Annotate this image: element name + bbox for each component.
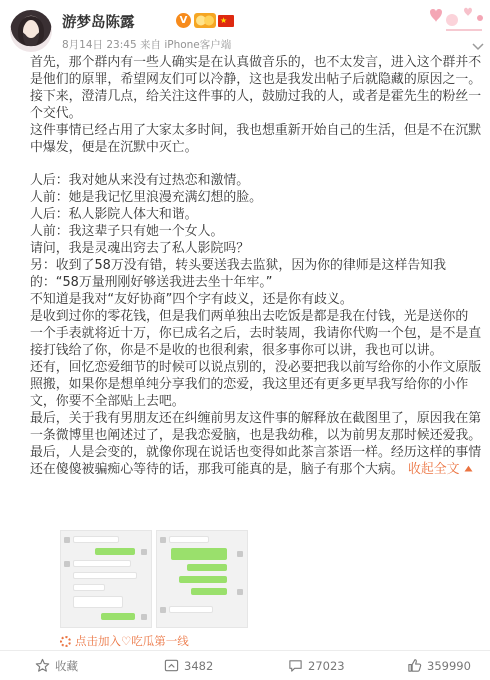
repost-icon — [164, 658, 179, 673]
text-line: 最后，人是会变的，就像你现在说话也变得如此茶言茶语一样。经历这样的事情 — [30, 445, 482, 460]
text-line: 中爆发，便是在沉默中灭亡。 — [30, 140, 198, 155]
chat-avatar — [160, 607, 166, 613]
thumbs-up-icon — [407, 658, 422, 673]
text-line: 还有，回忆恋爱细节的时候可以说点别的，没必要把我以前写给你的小作文原版 — [30, 360, 482, 375]
chat-bubble — [169, 536, 209, 543]
text-line: 接打钱给了你，你是不是收的也很利索，很多事你可以讲，我也可以讲。 — [30, 343, 443, 358]
chat-avatar — [237, 551, 243, 557]
star-icon — [35, 658, 50, 673]
text-line: 是他们的原罪，希望网友们可以冷静，这也是我发出帖子后就隐藏的原因之一。 — [30, 72, 482, 87]
post-header — [0, 0, 490, 58]
chat-bubble — [73, 536, 119, 543]
image-grid — [60, 530, 260, 630]
chat-bubble — [171, 548, 227, 560]
text-line-last — [30, 461, 482, 478]
chat-screenshot-thumbnail[interactable] — [60, 530, 152, 628]
avatar[interactable] — [10, 10, 52, 52]
super-topic-label: 点击加入♡吃瓜第一线 — [75, 634, 189, 648]
text-line: 请问，我是灵魂出窍去了私人影院吗？ — [30, 241, 250, 256]
favorite-label: 收藏 — [55, 659, 78, 673]
chat-bubble — [191, 588, 227, 595]
text-line: 照搬，如果你是想单纯分享我们的恋爱，我这里还有更多更早我写给你的小作 — [30, 377, 469, 392]
avatar-face — [24, 20, 38, 38]
chat-avatar — [64, 537, 70, 543]
like-button[interactable] — [407, 658, 471, 674]
china-flag-icon: ★ — [218, 15, 234, 27]
text-line: 个交代。 — [30, 106, 82, 121]
text-line: 一条微博里也阐述过了，是我恋爱脑，也是我幼稚，以为前男友那时候还爱我。 — [30, 428, 482, 443]
comment-count: 27023 — [308, 659, 345, 673]
text-line: 一个手表就将近十万，你已成名之后，去时装周，我请你代购一个包，是不是直 — [30, 326, 482, 341]
chevron-down-icon[interactable] — [472, 40, 484, 54]
chat-avatar — [64, 561, 70, 567]
text-line: 人后：我对她从来没有过热恋和激情。 — [30, 173, 250, 188]
post-text — [30, 54, 482, 478]
chat-avatar — [160, 537, 166, 543]
collapse-label: 收起全文 — [407, 462, 460, 477]
chat-avatar — [141, 549, 147, 555]
super-topic-link[interactable] — [60, 633, 189, 649]
chat-bubble — [73, 572, 137, 579]
chat-bubble — [187, 564, 227, 571]
verified-badge-icon: V — [176, 13, 191, 28]
text-line: 的：“58万量刑刚好够送我进去坐十年牢。” — [30, 275, 273, 290]
paragraph-gap — [30, 156, 482, 172]
action-bar — [0, 651, 490, 680]
chat-bubble — [95, 548, 135, 555]
chat-bubble — [101, 613, 135, 620]
chat-bubble — [73, 596, 123, 608]
post-time: 8月14日 23:45 — [62, 39, 137, 51]
comment-icon — [288, 658, 303, 673]
chat-bubble — [73, 560, 131, 567]
text-line: 最后，关于我有男朋友还在纠缠前男友这件事的解释放在截图里了，原因我在第 — [30, 411, 482, 426]
super-topic-icon — [60, 636, 71, 647]
post-source: 来自 iPhone客户端 — [139, 39, 232, 51]
svip-badge-icon — [194, 13, 216, 28]
text-line: 是收到过你的零花钱，但是我们两单独出去吃饭是都是我在付钱，光是送你的 — [30, 309, 469, 324]
chat-screenshot-thumbnail[interactable] — [156, 530, 248, 628]
text-line: 首先，那个群内有一些人确实是在认真做音乐的，也不太发言，进入这个群并不 — [30, 55, 482, 70]
card-decoration-icon — [424, 4, 486, 34]
username[interactable]: 游梦岛陈露 — [62, 15, 135, 31]
comment-button[interactable] — [288, 658, 345, 674]
text-line: 另：收到了58万没有错，转头要送我去监狱，因为你的律师是这样告知我 — [30, 258, 447, 273]
chat-bubble — [169, 606, 213, 613]
chat-avatar — [141, 614, 147, 620]
chat-avatar — [237, 589, 243, 595]
favorite-button[interactable] — [35, 658, 78, 674]
repost-button[interactable] — [164, 658, 213, 674]
caret-up-icon — [464, 465, 473, 472]
text-line: 人前：她是我记忆里浪漫充满幻想的脸。 — [30, 190, 263, 205]
like-count: 359990 — [427, 659, 471, 673]
text-line: 这件事情已经占用了大家太多时间，我也想重新开始自己的生活，但是不在沉默 — [30, 123, 482, 138]
repost-count: 3482 — [184, 659, 214, 673]
text-line: 接下来，澄清几点，给关注这件事的人，鼓励过我的人，或者是霍先生的粉丝一 — [30, 89, 482, 104]
text-line: 还在傻傻被骗痴心等待的话，那我可能真的是，脑子有那个大病。 — [30, 462, 404, 477]
collapse-text-link[interactable] — [404, 462, 473, 477]
text-line: 人后：私人影院人体大和谐。 — [30, 207, 198, 222]
text-line: 不知道是我对“友好协商”四个字有歧义，还是你有歧义。 — [30, 292, 353, 307]
chat-bubble — [73, 584, 105, 591]
text-line: 人前：我这辈子只有她一个女人。 — [30, 224, 224, 239]
chat-bubble — [179, 576, 227, 583]
post-meta — [62, 37, 231, 52]
text-line: 文，你要不全部贴上去吧。 — [30, 394, 185, 409]
